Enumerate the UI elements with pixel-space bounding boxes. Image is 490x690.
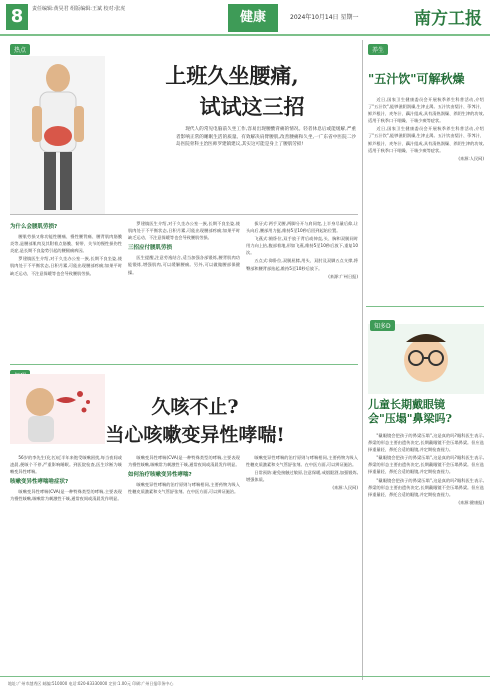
article2-title-line1: 久咳不止?: [151, 396, 239, 418]
article1-subhead2: 三招应付腰肌劳损: [128, 245, 173, 252]
page-header: [0, 0, 490, 36]
article1-subhead1: 为什么会腰肌劳损?: [10, 224, 58, 230]
article2-body1-cont: 咳嗽变异性哮喘(CVA)是一种特殊类型的哮喘,主要表现为慢性咳嗽,咳嗽常为刺激性干咳,通常夜间或清晨发作明显。: [128, 455, 240, 468]
article1-col3: [246, 220, 358, 380]
article3-body-col: [368, 96, 484, 296]
divider: [10, 214, 358, 215]
editors-line: 责任编辑:黄昊君 组版编辑:王斌 校对:张虎: [32, 6, 126, 12]
article2-body2: 咳嗽变异性哮喘的治疗原则与哮喘相同,主要药物为吸入性糖皮质激素和支气管舒张剂。在中医方面,可以辨证施治。: [128, 482, 240, 495]
article1-body3: 医生提醒,注意劳逸结合,适当加强各部锻炼,腰背肌肉功能锻炼,增强肌肉,可以缓解腰痛。另外,可以做做腰部保健操。: [128, 255, 240, 275]
article1-body2: 罗建镇医生介绍,对于久坐办公室一族,长期不良坐姿,使肌肉处于不平衡状态,日积月累,可能出现腰部疼痛;如果平时缺乏运动、不注意保暖等也会导致腰肌劳损。: [10, 256, 122, 276]
article1-credit: (来源:广州日报): [328, 273, 358, 279]
article4-body-cont: "戴眼镜会把孩子的鼻梁压塌",这是真的吗?眼科医生表示,鼻梁的形态主要由遗传决定,长期戴眼镜不会压塌鼻梁。但应选择重量轻、鼻托合适的眼镜,并定期检查视力。: [368, 455, 484, 475]
page-footer: 地址:广州市越秀区 邮编:510000 电话:020-83330000 定价:1.00元 印刷:广州日报印务中心: [0, 676, 490, 690]
article2-subhead2: 如何治疗咳嗽变异性哮喘?: [128, 472, 192, 479]
article1-col1: [10, 220, 122, 380]
divider: [10, 364, 358, 365]
article2-credit: (来源:人民网): [332, 485, 358, 491]
section-title[interactable]: 健康: [228, 4, 278, 32]
article1-title-line1: 上班久坐腰痛,: [165, 63, 299, 88]
article1-lead: [176, 126, 356, 206]
article2-title-line2: 当心咳嗽变异性哮喘!: [105, 424, 285, 446]
article3-credit: (来源:人民网): [458, 155, 484, 161]
article3-headline: "五汁饮"可解秋燥: [368, 72, 465, 86]
health-tag: 养生: [368, 44, 388, 55]
article2-subhead1: 咳嗽变异性哮喘啥症状?: [10, 479, 69, 486]
issue-date: 2024年10月14日 星期一: [290, 14, 359, 21]
article1-title-line2: 试试这三招: [199, 94, 305, 119]
newspaper-logo: 南方工报: [414, 9, 482, 29]
article4-credit: (来源:健康报): [458, 499, 484, 505]
article1-body2-cont: 罗建镇医生介绍,对于久坐办公室一族,长期不良坐姿,使肌肉处于不平衡状态,日积月累,可能出现腰部疼痛;如果平时缺乏运动、不注意保暖等也会导致腰肌劳损。: [128, 221, 240, 241]
article1-col2: [128, 220, 240, 380]
child-glasses-illustration: [368, 324, 484, 394]
article2-body3: 日常预防:避免接触过敏原,注意保暖,戒烟限酒,加强锻炼,增强体质。: [246, 470, 358, 483]
article3-body: 近日,国家卫生健康委员会开展秋季养生科普活动,介绍了"五汁饮",能够滋阴润燥,生津止渴。五汁饮由梨汁、荸荠汁、鲜芦根汁、麦冬汁、藕汁组成,具有清热润燥、养阴生津的功效,适用于秋季口干咽燥、干咳少痰等症状。: [368, 97, 484, 124]
know-more-tag: 知多D: [370, 320, 395, 331]
article4-body-col: [368, 432, 484, 672]
article2-body1: 咳嗽变异性哮喘(CVA)是一种特殊类型的哮喘,主要表现为慢性咳嗽,咳嗽常为刺激性干咳,通常夜间或清晨发作明显。: [10, 489, 122, 502]
back-pain-illustration: [10, 56, 105, 214]
article4-body-cont2: "戴眼镜会把孩子的鼻梁压塌",这是真的吗?眼科医生表示,鼻梁的形态主要由遗传决定,长期戴眼镜不会压塌鼻梁。但应选择重量轻、鼻托合适的眼镜,并定期检查视力。: [368, 477, 484, 497]
article3-body-cont: 近日,国家卫生健康委员会开展秋季养生科普活动,介绍了"五汁饮",能够滋阴润燥,生津止渴。五汁饮由梨汁、荸荠汁、鲜芦根汁、麦冬汁、藕汁组成,具有清热润燥、养阴生津的功效,适用于秋季口干咽燥、干咳少痰等症状。: [368, 126, 484, 153]
article2-body2-cont: 咳嗽变异性哮喘的治疗原则与哮喘相同,主要药物为吸入性糖皮质激素和支气管舒张剂。在中医方面,可以辨证施治。: [246, 455, 358, 468]
article1-lead-text: 现代人的常见电脑前久坐工作,容易出现腰酸背痛的情况。轻者休息后或能缓解,严重者影响正常的睡眠生活的质量。有效解决肩臂腰肌,改善腰痛和久坐,一广东省中医院二沙岛医院骨科主治医师罗建镇建议,其实这可能是身上了腰肌劳损!: [176, 127, 356, 147]
article1-body1: 腰肌劳损又称功能性腰痛、慢性腰背痛、腰背肌肉筋膜炎等,是腰部肌肉及其附着点筋膜、韧带、关节的慢性损伤性炎症,是长期不良姿势引起的腰腿痛病因。: [10, 234, 122, 254]
hot-topic-tag: 热点: [10, 44, 30, 55]
article4-headline: [368, 398, 484, 426]
article2-lead: 56岁的李先生(化名)近半年来饱受咳嗽困扰,每当夜间或凌晨,便咳个不停,严重影响睡眠。到医院检查,医生诊断为咳嗽变异性哮喘。: [10, 455, 122, 475]
article2-col1: [10, 454, 122, 670]
article2-headline: [80, 393, 310, 449]
page-number: 8: [6, 4, 28, 30]
article1-headline: [122, 60, 342, 122]
article4-body: "戴眼镜会把孩子的鼻梁压塌",这是真的吗?眼科医生表示,鼻梁的形态主要由遗传决定,长期戴眼镜不会压塌鼻梁。但应选择重量轻、鼻托合适的眼镜,并定期检查视力。: [368, 433, 484, 453]
column-divider: [362, 40, 363, 680]
article2-col3: [246, 454, 358, 670]
article1-body6: 五点式:仰卧位,双腿屈膝,用头、双肘及双脚五点支撑,将臀部和腰背部抬起,维持5至10秒后放下。: [246, 258, 358, 271]
article1-body5: 飞燕式:俯卧位,双手放于背后或伸直,头、胸和双腿同时用力向上抬,腹部着地,形如飞燕,维持5至10秒后放下,重复10次。: [246, 236, 358, 256]
article4-title-line2: 会"压塌"鼻梁吗?: [368, 412, 452, 425]
divider: [366, 306, 484, 307]
article4-title-line1: 儿童长期戴眼镜: [368, 398, 445, 411]
article2-col2: [128, 454, 240, 670]
article1-body4: 拔牙式:两手叉腰,两脚分开与肩同宽,上半身尽量后仰,让头向后,腰部用力挺,维持5至10秒后回到起始位置。: [246, 221, 358, 234]
